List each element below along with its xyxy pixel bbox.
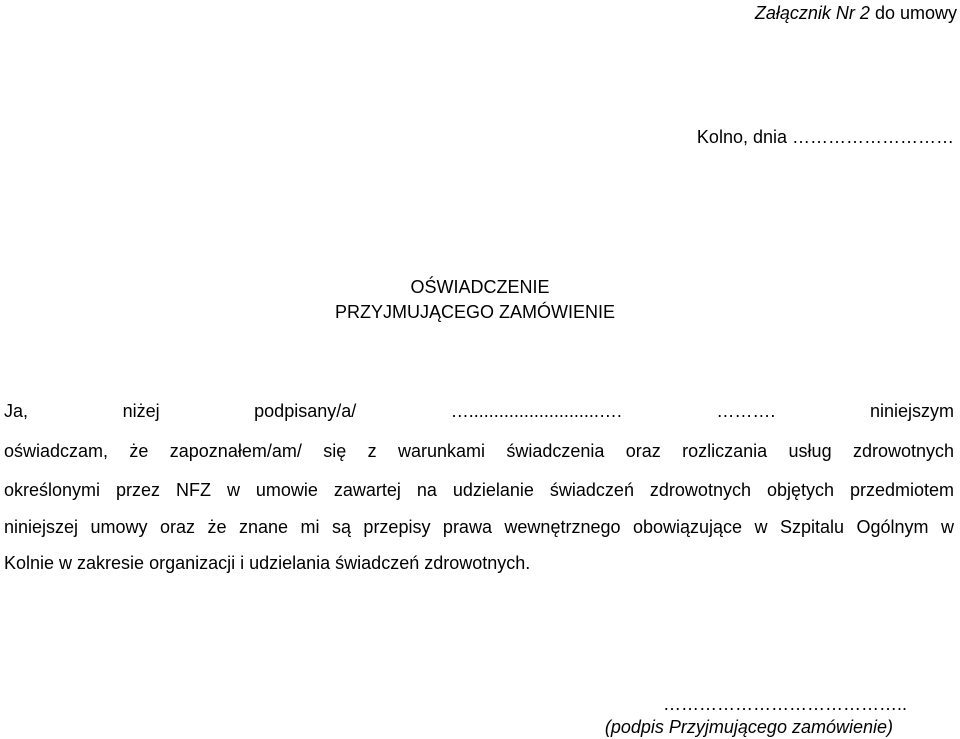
annex-header bbox=[755, 2, 957, 24]
annex-label: Załącznik Nr 2 bbox=[754, 3, 870, 23]
body-line-3: określonymi przez NFZ w umowie zawartej na udzielanie świadczeń zdrowotnych objętych przedmiotem bbox=[4, 480, 954, 500]
place-date-line: Kolno, dnia ……………………… bbox=[696, 127, 954, 147]
document-subtitle: PRZYJMUJĄCEGO ZAMÓWIENIE bbox=[334, 302, 615, 322]
signature-caption: (podpis Przyjmującego zamówienie) bbox=[604, 717, 893, 737]
body-line-2: oświadczam, że zapoznałem/am/ się z warunkami świadczenia oraz rozliczania usług zdrowotnych bbox=[4, 441, 954, 461]
signature-line: ………………………………….. bbox=[662, 694, 907, 714]
annex-suffix: do umowy bbox=[874, 3, 957, 23]
body-line-1: Ja, niżej podpisany/a/ …..........................…. ………. niniejszym bbox=[4, 401, 954, 421]
body-line-4: niniejszej umowy oraz że znane mi są przepisy prawa wewnętrznego obowiązujące w Szpitalu Ogólnym w bbox=[4, 517, 954, 537]
document-title: OŚWIADCZENIE bbox=[410, 277, 550, 297]
body-line-5: Kolnie w zakresie organizacji i udzielania świadczeń zdrowotnych. bbox=[4, 553, 531, 573]
